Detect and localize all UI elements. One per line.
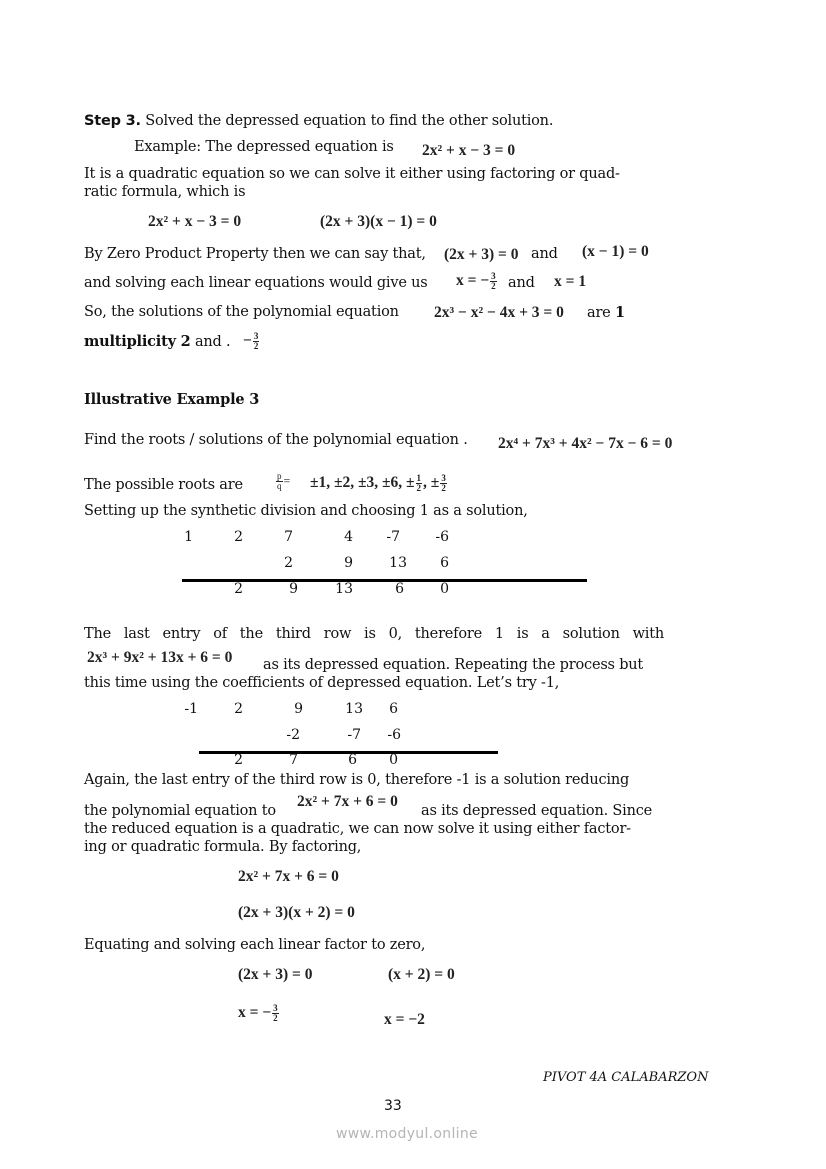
fraction-denominator: q [277,481,282,491]
example-equation: 2x² + x − 3 = 0 [422,142,516,159]
paragraph-line: It is a quadratic equation so we can solve it either using factoring or quad- [84,166,620,182]
multiplicity-and: and . [190,334,231,350]
equating-text: Equating and solving each linear factor to zero, [84,937,426,953]
zpp-text: By Zero Product Property then we can say that, [84,246,426,262]
table-cell: -2 [286,727,300,743]
fraction-numerator: 3 [491,271,496,281]
solution-x1-prefix: x = − [456,272,490,290]
fraction-numerator: 3 [273,1003,278,1013]
fraction-denominator: 2 [491,281,496,291]
fraction [272,1004,279,1023]
zpp-equation-2: (x − 1) = 0 [582,243,649,260]
setup-text: Setting up the synthetic division and choosing 1 as a solution, [84,503,528,519]
table-cell: 9 [344,555,353,571]
final-fraction [243,332,260,351]
footer-brand: PIVOT 4A CALABARZON [543,1070,709,1085]
equals-sign: = [283,473,291,488]
table-cell: 6 [389,701,398,717]
section-heading: Illustrative Example 3 [84,391,260,408]
table-cell: 2 [234,581,243,597]
fraction-denominator: 2 [253,341,259,351]
table-cell: -7 [386,529,400,545]
table-cell: 6 [348,752,357,768]
step3-text: Solved the depressed equation to find the other solution. [140,113,554,129]
possible-roots-text: The possible roots are [84,477,243,493]
equation-factored: (2x + 3)(x − 1) = 0 [320,213,437,230]
table-cell: 0 [389,752,398,768]
paragraph-line: as its depressed equation. Repeating the process but [263,657,644,673]
paragraph-line: Again, the last entry of the third row is 0, therefore -1 is a solution reducing [84,772,630,788]
watermark: www.modyul.online [336,1126,478,1142]
solution-x2: x = 1 [554,273,587,290]
table-cell: 2 [234,529,243,545]
solution-1-prefix: x = − [238,1004,272,1022]
fraction-numerator: p [277,471,282,481]
table-cell: 2 [234,752,243,768]
paragraph-line: the reduced equation is a quadratic, we can now solve it using either factor- [84,821,631,837]
step3-label: Step 3. [84,113,141,129]
table-cell: 9 [289,581,298,597]
conclusion-equation: 2x³ − x² − 4x + 3 = 0 [434,304,564,321]
table-cell: 7 [284,529,293,545]
conclusion-are: are [587,305,611,321]
table-cell: 7 [289,752,298,768]
roots-list [310,474,448,493]
linear-factor-1: (2x + 3) = 0 [238,966,313,983]
linear-factor-2: (x + 2) = 0 [388,966,455,983]
table-cell: 1 [184,529,193,545]
table-cell: 2 [284,555,293,571]
table-cell: -1 [184,701,198,717]
solution-1 [238,1004,280,1023]
table-cell: -7 [347,727,361,743]
fraction [440,474,447,493]
paragraph-line: ratic formula, which is [84,184,246,200]
prompt-equation: 2x⁴ + 7x³ + 4x² − 7x − 6 = 0 [498,435,673,452]
fraction [253,332,260,351]
table-cell: 13 [335,581,353,597]
paragraph-line: this time using the coefficients of depressed equation. Let’s try -1, [84,675,560,691]
p-over-q [275,472,290,491]
fraction-denominator: 2 [273,1013,278,1023]
depressed-equation-quadratic: 2x² + 7x + 6 = 0 [297,793,398,810]
depressed-equation-cubic: 2x³ + 9x² + 13x + 6 = 0 [87,649,233,666]
paragraph-line: The last entry of the third row is 0, therefore 1 is a solution with [84,626,664,642]
fraction-numerator: 3 [441,473,446,483]
zpp-and: and [531,246,558,262]
equation-quadratic: 2x² + x − 3 = 0 [148,213,242,230]
table-cell: 6 [440,555,449,571]
conclusion-one: 1 [614,304,625,321]
multiplicity-line [84,333,230,350]
page-number: 33 [384,1098,402,1114]
table-cell: 0 [440,581,449,597]
final-fraction-prefix: − [243,332,252,350]
fraction [490,272,497,291]
table-cell: 9 [294,701,303,717]
fraction-denominator: 2 [441,483,446,493]
table-cell: -6 [387,727,401,743]
fraction-denominator: 2 [416,483,422,493]
solve-and: and [508,275,535,291]
fraction-numerator: 3 [253,331,259,341]
fraction [276,472,283,491]
table-cell: -6 [435,529,449,545]
fraction [416,474,423,493]
solution-x1 [456,272,498,291]
table-cell: 2 [234,701,243,717]
step3-line [84,113,553,129]
roots-separator: , ± [423,474,440,492]
prompt-text: Find the roots / solutions of the polynomial equation . [84,432,468,448]
table-cell: 13 [345,701,363,717]
conclusion-text: So, the solutions of the polynomial equation [84,304,399,320]
table-cell: 6 [395,581,404,597]
paragraph-line: ing or quadratic formula. By factoring, [84,839,362,855]
fraction-numerator: 1 [416,473,422,483]
table-cell: 4 [344,529,353,545]
factor-equation-1: 2x² + 7x + 6 = 0 [238,868,339,885]
solve-text: and solving each linear equations would give us [84,275,428,291]
solution-2: x = −2 [384,1011,425,1028]
conclusion-are-line [587,304,625,321]
factor-equation-2: (2x + 3)(x + 2) = 0 [238,904,355,921]
multiplicity-label: multiplicity 2 [84,333,191,350]
paragraph-line: the polynomial equation to [84,803,276,819]
zpp-equation-1: (2x + 3) = 0 [444,246,519,263]
table-cell: 13 [389,555,407,571]
example-text: Example: The depressed equation is [134,139,394,155]
roots-list-text: ±1, ±2, ±3, ±6, ± [310,474,415,492]
paragraph-line: as its depressed equation. Since [421,803,653,819]
